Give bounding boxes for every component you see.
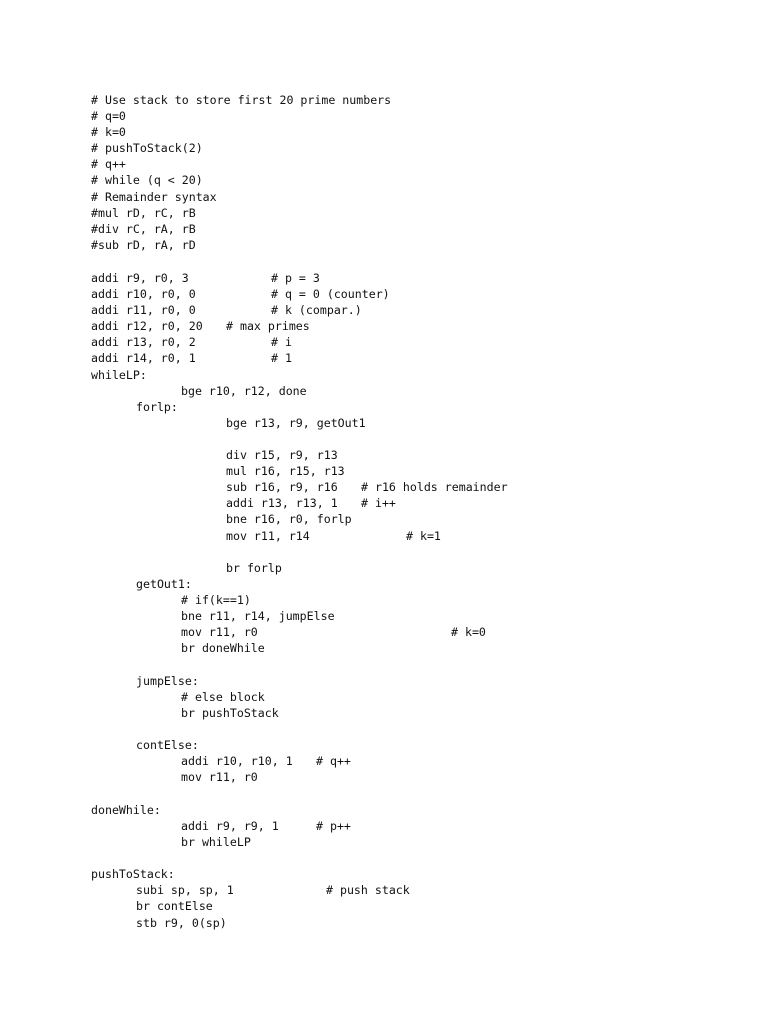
code-line: stb r9, 0(sp): [136, 916, 227, 930]
code-line: #div rC, rA, rB: [91, 222, 196, 236]
code-comment: # push stack: [326, 883, 410, 897]
code-line: mul r16, r15, r13: [226, 464, 345, 478]
code-comment: # p++: [316, 819, 351, 833]
code-comment: # i++: [361, 496, 396, 510]
code-comment: # if(k==1): [181, 593, 251, 607]
code-comment: # k (compar.): [271, 303, 362, 317]
code-label: getOut1:: [136, 577, 192, 591]
code-comment: # else block: [181, 690, 265, 704]
code-comment: # k=1: [406, 529, 441, 543]
code-comment: # q++: [316, 754, 351, 768]
code-label: doneWhile:: [91, 803, 161, 817]
code-line: bge r10, r12, done: [181, 384, 307, 398]
code-line: br pushToStack: [181, 706, 279, 720]
code-line: mov r11, r14: [226, 529, 310, 543]
code-line: addi r11, r0, 0: [91, 303, 196, 317]
code-line: addi r10, r0, 0: [91, 287, 196, 301]
code-line: #sub rD, rA, rD: [91, 238, 196, 252]
code-line: addi r13, r13, 1: [226, 496, 338, 510]
code-line: addi r12, r0, 20: [91, 319, 203, 333]
code-comment: # max primes: [226, 319, 310, 333]
code-label: contElse:: [136, 738, 199, 752]
code-comment: # p = 3: [271, 271, 320, 285]
code-label: forlp:: [136, 400, 178, 414]
code-line: addi r10, r10, 1: [181, 754, 293, 768]
code-label: pushToStack:: [91, 867, 175, 881]
code-line: # while (q < 20): [91, 173, 203, 187]
code-line: bne r11, r14, jumpElse: [181, 609, 335, 623]
code-line: # pushToStack(2): [91, 141, 203, 155]
code-line: addi r9, r0, 3: [91, 271, 189, 285]
code-line: br contElse: [136, 899, 213, 913]
code-line: addi r14, r0, 1: [91, 351, 196, 365]
code-line: addi r13, r0, 2: [91, 335, 196, 349]
code-line: # Use stack to store first 20 prime numbers: [91, 93, 392, 107]
code-line: #mul rD, rC, rB: [91, 206, 196, 220]
code-line: br whileLP: [181, 835, 251, 849]
code-line: # k=0: [91, 125, 126, 139]
code-label: whileLP:: [91, 368, 147, 382]
code-line: br forlp: [226, 561, 282, 575]
code-comment: # q = 0 (counter): [271, 287, 390, 301]
code-line: addi r9, r9, 1: [181, 819, 279, 833]
code-line: bge r13, r9, getOut1: [226, 416, 366, 430]
code-line: mov r11, r0: [181, 625, 258, 639]
code-line: # q=0: [91, 109, 126, 123]
code-comment: # i: [271, 335, 292, 349]
code-comment: # r16 holds remainder: [361, 480, 508, 494]
code-line: # Remainder syntax: [91, 190, 217, 204]
code-line: bne r16, r0, forlp: [226, 512, 352, 526]
code-comment: # 1: [271, 351, 292, 365]
code-line: div r15, r9, r13: [226, 448, 338, 462]
code-line: subi sp, sp, 1: [136, 883, 234, 897]
code-line: mov r11, r0: [181, 770, 258, 784]
code-line: sub r16, r9, r16: [226, 480, 338, 494]
code-line: br doneWhile: [181, 641, 265, 655]
code-line: # q++: [91, 157, 126, 171]
code-label: jumpElse:: [136, 674, 199, 688]
code-comment: # k=0: [451, 625, 486, 639]
